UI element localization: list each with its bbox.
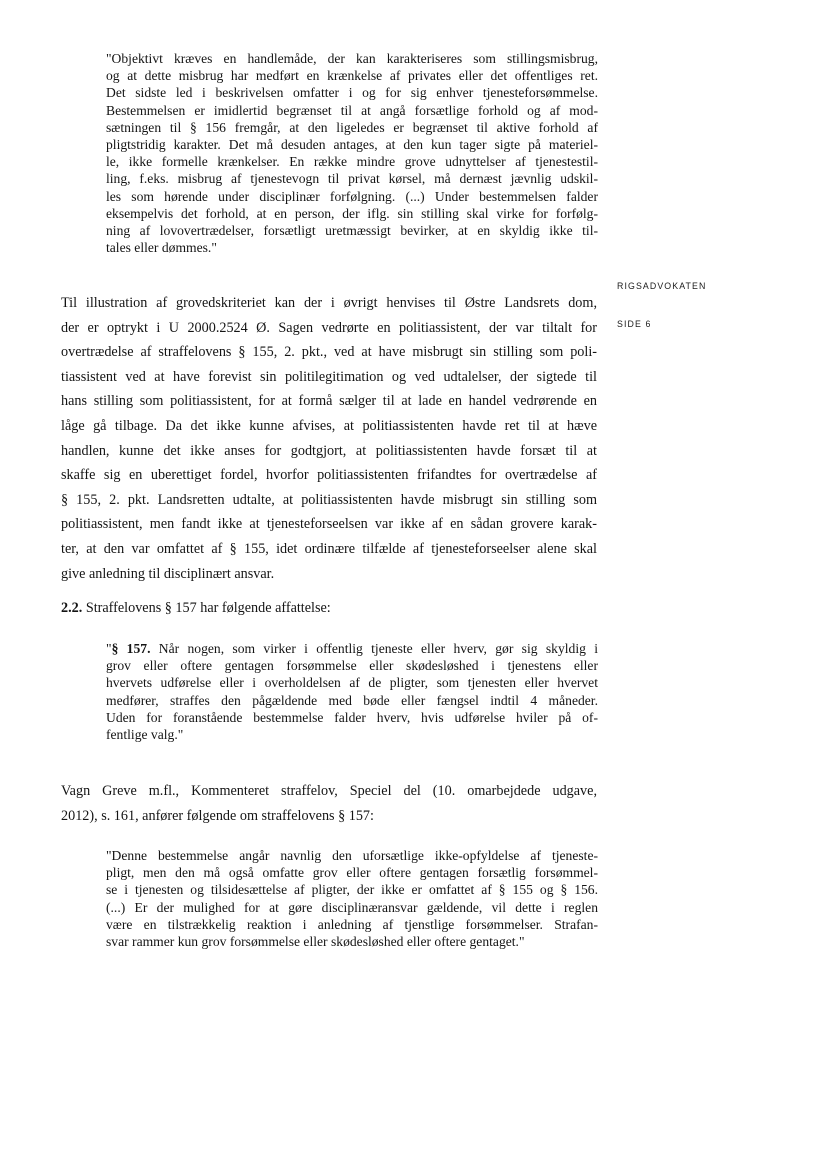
section-intro: Straffelovens § 157 har følgende affattelse: — [85, 600, 331, 616]
quote-line: ning af lovovertrædelser, forsætligt uretmæssigt bevirker, at en skyldig ikke til- — [106, 223, 598, 239]
quote-line: hvervets udførelse eller i overholdelsen af de pligter, som tjenesten eller hvervet — [106, 675, 598, 691]
section-heading-line — [61, 596, 597, 621]
quote-first-line-rest: Når nogen, som virker i offentlig tjeneste eller hverv, gør sig skyldig i — [150, 641, 598, 656]
quote-line — [106, 640, 598, 657]
quote-line: pligt, men den må også omfatte grov eller oftere gentagen forsætlig forsømmel- — [106, 865, 598, 881]
paragraph-line: der er optrykt i U 2000.2524 Ø. Sagen vedrørte en politiassistent, der var tiltalt for — [61, 319, 597, 336]
quote-block-3 — [106, 847, 598, 950]
quote-block-2 — [106, 640, 598, 743]
paragraph-2 — [61, 779, 597, 828]
paragraph-1 — [61, 291, 597, 586]
organization-label: RIGSADVOKATEN — [617, 281, 707, 291]
paragraph-line: ter, at den var omfattet af § 155, idet ordinære tilfælde af tjenesteforseelser alene skal — [61, 540, 597, 557]
quote-line: les som hørende under disciplinær forfølgning. (...) Under bestemmelsen falder — [106, 188, 598, 204]
quote-line: "Objektivt kræves en handlemåde, der kan karakteriseres som stillingsmisbrug, — [106, 51, 598, 66]
quote-line: pligtstridig karakter. Det må desuden antages, at den kun tager sigte på materiel- — [106, 137, 598, 153]
quote-line: ling, f.eks. misbrug af tjenestevogn til privat kørsel, må dernæst jævnlig udskil- — [106, 171, 598, 187]
section-2-2 — [61, 596, 597, 621]
paragraph-line: hans stilling som politiassistent, for at formå sælger til at lade en handel vedrørende en — [61, 393, 597, 410]
quote-line: medfører, straffes den pågældende med bøde eller fængsel indtil 4 måneder. — [106, 692, 598, 708]
section-reference: § 157. — [111, 641, 151, 656]
quote-line: tales eller dømmes." — [106, 240, 217, 256]
paragraph-line: 2012), s. 161, anfører følgende om straffelovens § 157: — [61, 807, 374, 824]
paragraph-line: skaffe sig en uberettiget fordel, hvorfor politiassistenten frifandtes for overtrædelse af — [61, 467, 597, 484]
quote-line: være en tilstrækkelig reaktion i anledning af tjenstlige forsømmelser. Strafan- — [106, 916, 598, 932]
section-number: 2.2. — [61, 600, 83, 616]
paragraph-line: tiassistent ved at have forevist sin politilegitimation og ved udtalelser, der sigtede til — [61, 368, 597, 385]
quote-line: "Denne bestemmelse angår navnlig den uforsætlige ikke-opfyldelse af tjeneste- — [106, 848, 598, 863]
quote-line: Det sidste led i beskrivelsen omfatter i og for sig enhver tjenesteforsømmelse. — [106, 85, 598, 101]
paragraph-line: Vagn Greve m.fl., Kommenteret straffelov, Speciel del (10. omarbejdede udgave, — [61, 783, 597, 799]
paragraph-line: § 155, 2. pkt. Landsretten udtalte, at politiassistenten havde misbrugt sin stilling som — [61, 491, 597, 508]
paragraph-line: Til illustration af grovedskriteriet kan der i øvrigt henvises til Østre Landsrets dom, — [61, 295, 597, 311]
quote-line: se i tjenesten og tilsidesættelse af pligter, der ikke er omfattet af § 155 og § 156. — [106, 882, 598, 898]
quote-line: svar rammer kun grov forsømmelse eller skødesløshed eller oftere gentaget." — [106, 934, 525, 950]
paragraph-line: låge gå tilbage. Da det ikke kunne afvises, at politiassistenten havde ret til at hæve — [61, 417, 597, 434]
quote-line: grov eller oftere gentagen forsømmelse eller skødesløshed i tjenestens eller — [106, 658, 598, 674]
quote-block-1 — [106, 50, 598, 256]
quote-line: le, ikke formelle krænkelser. En række mindre grove udnyttelser af tjenestestil- — [106, 154, 598, 170]
paragraph-line: politiassistent, men fandt ikke at tjenesteforseelsen var ikke af en sådan grovere karak- — [61, 516, 597, 533]
quote-line: (...) Er der mulighed for at gøre disciplinæransvar gældende, vil dette i reglen — [106, 899, 598, 915]
quote-line: Bestemmelsen er imidlertid begrænset til at angå forsætlige forhold og af mod- — [106, 102, 598, 118]
page-number: SIDE 6 — [617, 319, 652, 329]
paragraph-line: overtrædelse af straffelovens § 155, 2. pkt., ved at have misbrugt sin stilling som poli- — [61, 344, 597, 361]
quote-line: Uden for foranstående bestemmelse falder hverv, hvis udførelse hviler på of- — [106, 709, 598, 725]
paragraph-line: handlen, kunne det ikke anses for godtgjort, at politiassistenten havde forsæt til at — [61, 442, 597, 459]
paragraph-line: give anledning til disciplinært ansvar. — [61, 565, 275, 582]
quote-line: fentlige valg." — [106, 727, 184, 743]
quote-line: sætningen til § 156 fremgår, at den ligeledes er begrænset til aktive forhold af — [106, 119, 598, 135]
quote-line: og at dette misbrug har medført en krænkelse af privates eller det offentliges ret. — [106, 68, 598, 84]
open-quote: " — [106, 641, 112, 656]
quote-line: eksempelvis det forhold, at en person, der iflg. sin stilling skal virke for forfølg- — [106, 205, 598, 221]
